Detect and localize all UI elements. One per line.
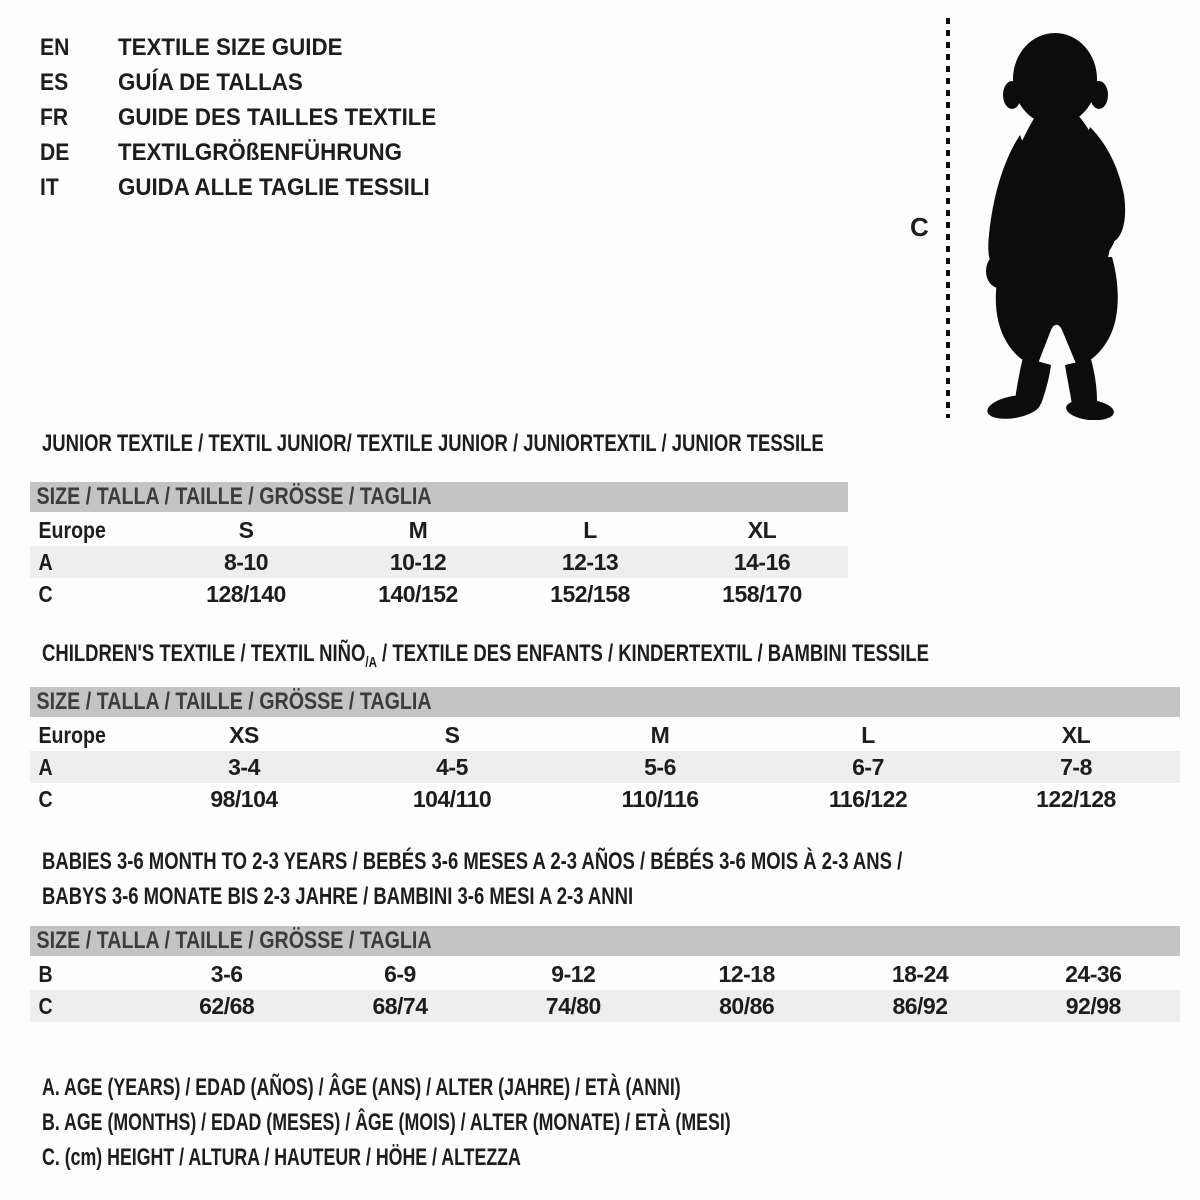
- children-title-text: CHILDREN'S TEXTILE / TEXTIL NIÑO: [42, 640, 366, 667]
- language-code: ES: [40, 68, 69, 96]
- size-cell: 116/122: [828, 785, 908, 812]
- legend-line-c: [42, 1140, 973, 1175]
- language-row: [40, 135, 460, 170]
- table-row: [30, 958, 1180, 990]
- size-header-bar: [30, 482, 848, 512]
- size-header-label: SIZE / TALLA / TAILLE / GRÖSSE / TAGLIA: [36, 483, 432, 510]
- size-cell: 8-10: [223, 548, 269, 575]
- size-cell: L: [583, 516, 597, 543]
- size-cell: 128/140: [206, 580, 286, 607]
- size-header-bar: [30, 687, 1180, 717]
- size-cell: 6-9: [384, 960, 416, 987]
- language-row: [40, 65, 460, 100]
- size-header-label: SIZE / TALLA / TAILLE / GRÖSSE / TAGLIA: [36, 927, 432, 954]
- size-cell: 110/116: [621, 785, 699, 812]
- language-row: [40, 170, 460, 205]
- size-cell: 9-12: [551, 960, 596, 987]
- size-cell: 158/170: [722, 580, 802, 607]
- size-cell: 5-6: [644, 753, 676, 780]
- size-cell: 7-8: [1060, 753, 1092, 780]
- size-cell: 80/86: [719, 992, 775, 1019]
- language-code: FR: [40, 103, 69, 131]
- toddler-silhouette: [962, 18, 1142, 420]
- junior-size-table: [30, 482, 848, 610]
- language-code: IT: [40, 173, 59, 201]
- row-label: C: [38, 785, 53, 812]
- size-header-label: SIZE / TALLA / TAILLE / GRÖSSE / TAGLIA: [36, 688, 432, 715]
- language-row: [40, 30, 460, 65]
- size-cell: 74/80: [545, 992, 601, 1019]
- babies-size-table: [30, 926, 1180, 1022]
- children-size-table: [30, 687, 1180, 815]
- language-title: GUIDA ALLE TAGLIE TESSILI: [118, 173, 430, 201]
- table-row: [30, 514, 848, 546]
- size-cell: 14-16: [733, 548, 791, 575]
- toddler-silhouette-image: [962, 18, 1142, 420]
- size-cell: 24-36: [1065, 960, 1122, 987]
- size-cell: 122/128: [1036, 785, 1116, 812]
- language-title: GUIDE DES TAILLES TEXTILE: [118, 103, 437, 131]
- size-cell: 98/104: [210, 785, 278, 812]
- row-label: C: [38, 992, 53, 1019]
- row-label: C: [38, 580, 53, 607]
- size-cell: XS: [229, 721, 259, 748]
- legend-line-c-text: C. (cm) HEIGHT / ALTURA / HAUTEUR / HÖHE / ALTEZZA: [42, 1143, 521, 1171]
- size-cell: L: [861, 721, 875, 748]
- size-cell: 10-12: [389, 548, 447, 575]
- row-label: A: [38, 753, 53, 780]
- children-title-subscript: /A: [365, 654, 377, 671]
- size-cell: M: [408, 516, 428, 543]
- legend-line-b-text: B. AGE (MONTHS) / EDAD (MESES) / ÂGE (MOIS) / ALTER (MONATE) / ETÀ (MESI): [42, 1108, 731, 1136]
- size-cell: 68/74: [372, 992, 428, 1019]
- language-title-list: [40, 30, 460, 205]
- table-row: [30, 719, 1180, 751]
- row-label: Europe: [38, 721, 106, 748]
- table-row: [30, 751, 1180, 783]
- size-cell: M: [650, 721, 670, 748]
- size-cell: 18-24: [891, 960, 949, 987]
- size-cell: S: [238, 516, 254, 543]
- size-cell: 86/92: [892, 992, 948, 1019]
- children-title-text: / TEXTILE DES ENFANTS / KINDERTEXTIL / BAMBINI TESSILE: [376, 640, 929, 667]
- size-cell: 3-4: [228, 753, 260, 780]
- size-cell: 62/68: [199, 992, 255, 1019]
- table-row: [30, 990, 1180, 1022]
- language-title: GUÍA DE TALLAS: [118, 68, 303, 96]
- table-row: [30, 783, 1180, 815]
- legend-line-b: [42, 1105, 973, 1140]
- language-code: DE: [40, 138, 70, 166]
- children-section-title: [42, 640, 929, 671]
- row-label: Europe: [38, 516, 106, 543]
- size-cell: 6-7: [852, 753, 884, 780]
- size-cell: 92/98: [1065, 992, 1121, 1019]
- height-measure-label: C: [910, 212, 929, 242]
- size-cell: 4-5: [436, 753, 468, 780]
- size-cell: XL: [1061, 721, 1091, 748]
- legend: [42, 1070, 973, 1175]
- size-cell: 140/152: [378, 580, 458, 607]
- size-cell: 104/110: [412, 785, 492, 812]
- language-title: TEXTILE SIZE GUIDE: [118, 33, 343, 61]
- language-row: [40, 100, 460, 135]
- size-cell: 152/158: [550, 580, 630, 607]
- language-title: TEXTILGRÖßENFÜHRUNG: [118, 138, 402, 166]
- babies-section-title-line2: BABYS 3-6 MONATE BIS 2-3 JAHRE / BAMBINI 3-6 MESI A 2-3 ANNI: [42, 883, 634, 910]
- legend-line-a: [42, 1070, 973, 1105]
- babies-section-title-line1: BABIES 3-6 MONTH TO 2-3 YEARS / BEBÉS 3-6 MESES A 2-3 AÑOS / BÉBÉS 3-6 MOIS À 2-3 ANS /: [42, 848, 903, 875]
- size-cell: 3-6: [210, 960, 243, 987]
- height-measure-dashed-line: [946, 18, 950, 418]
- row-label: B: [38, 960, 53, 987]
- language-code: EN: [40, 33, 70, 61]
- size-header-bar: [30, 926, 1180, 956]
- size-cell: 12-18: [718, 960, 775, 987]
- row-label: A: [38, 548, 53, 575]
- table-row: [30, 578, 848, 610]
- legend-line-a-text: A. AGE (YEARS) / EDAD (AÑOS) / ÂGE (ANS) / ALTER (JAHRE) / ETÀ (ANNI): [42, 1073, 681, 1101]
- size-cell: 12-13: [561, 548, 619, 575]
- size-cell: XL: [747, 516, 777, 543]
- junior-section-title: JUNIOR TEXTILE / TEXTIL JUNIOR/ TEXTILE JUNIOR / JUNIORTEXTIL / JUNIOR TESSILE: [42, 430, 824, 457]
- size-cell: S: [444, 721, 460, 748]
- table-row: [30, 546, 848, 578]
